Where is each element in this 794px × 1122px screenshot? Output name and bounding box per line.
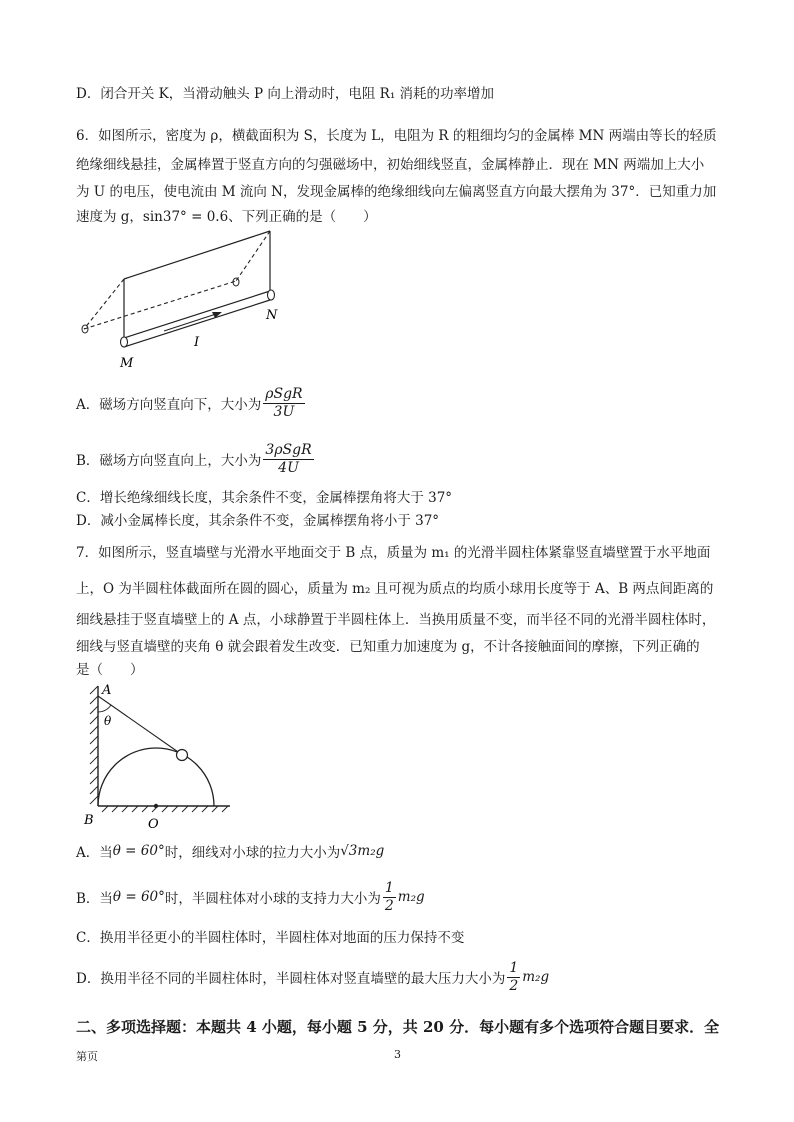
q6-option-a bbox=[76, 384, 307, 422]
q6-stem-line-3: 为 U 的电压，使电流由 M 流向 N，发现金属棒的绝缘细线向左偏离竖直方向最大摆角为 37°．已知重力加 bbox=[76, 184, 717, 200]
q6-option-a-numerator: ρSgR bbox=[265, 385, 303, 402]
q7-option-b-condition: θ = 60° bbox=[112, 889, 165, 905]
q7-label-theta: θ bbox=[104, 714, 112, 728]
q7-option-a-value: √3m₂g bbox=[340, 843, 385, 859]
q6-stem-line-4: 速度为 g，sin37° = 0.6、下列正确的是（ ） bbox=[76, 209, 377, 225]
q7-option-d-denominator: 2 bbox=[509, 977, 519, 994]
q7-option-b-middle: 时，半圆柱体对小球的支持力大小为 bbox=[164, 891, 381, 907]
q7-option-b bbox=[76, 878, 425, 916]
q6-option-b-text: B．磁场方向竖直向上，大小为 bbox=[76, 453, 262, 469]
q7-option-a bbox=[76, 840, 384, 862]
q6-option-a-fraction bbox=[263, 386, 304, 421]
q7-option-d-fraction bbox=[507, 960, 520, 995]
q7-option-b-tail: m₂g bbox=[397, 889, 425, 905]
footer-left: 第页 bbox=[76, 1050, 98, 1063]
q7-stem-line-3: 细线悬挂于竖直墙壁上的 A 点，小球静置于半圆柱体上．当换用质量不变，而半径不同的光滑半圆柱体时， bbox=[76, 612, 716, 628]
q7-option-d bbox=[76, 958, 549, 996]
q6-option-b-denominator: 4U bbox=[278, 459, 299, 476]
q7-label-a: A bbox=[102, 683, 112, 698]
q6-option-b-fraction bbox=[263, 442, 313, 477]
q6-stem-line-1: 6．如图所示，密度为 ρ，横截面积为 S，长度为 L，电阻为 R 的粗细均匀的金属棒 MN 两端由等长的轻质 bbox=[76, 128, 717, 144]
q5-option-d: D．闭合开关 K，当滑动触头 P 向上滑动时，电阻 R₁ 消耗的功率增加 bbox=[76, 86, 495, 102]
q7-option-d-prefix: D．换用半径不同的半圆柱体时，半圆柱体对竖直墙壁的最大压力大小为 bbox=[76, 971, 506, 987]
q6-figure bbox=[76, 225, 296, 373]
q6-label-i: I bbox=[194, 335, 200, 350]
q7-option-b-numerator: 1 bbox=[384, 879, 394, 896]
q7-option-b-prefix: B．当 bbox=[76, 891, 113, 907]
q7-option-b-fraction bbox=[383, 880, 396, 915]
q7-stem-line-2: 上，O 为半圆柱体截面所在圆的圆心，质量为 m₂ 且可视为质点的均质小球用长度等于 A、B 两点间距离的 bbox=[76, 581, 714, 597]
q7-option-d-tail: m₂g bbox=[522, 969, 550, 985]
q7-option-c: C．换用半径更小的半圆柱体时，半圆柱体对地面的压力保持不变 bbox=[76, 930, 465, 946]
q7-figure bbox=[80, 682, 240, 832]
q6-label-m: M bbox=[120, 356, 134, 371]
q7-stem-line-4: 细线与竖直墙壁的夹角 θ 就会跟着发生改变．已知重力加速度为 g，不计各接触面间的摩擦，下列正确的 bbox=[76, 639, 700, 655]
q6-option-b bbox=[76, 440, 316, 478]
q7-option-a-prefix: A．当 bbox=[76, 845, 113, 861]
q7-option-a-condition: θ = 60° bbox=[112, 843, 165, 859]
q6-option-d: D．减小金属棒长度，其余条件不变，金属棒摆角将小于 37° bbox=[76, 513, 440, 529]
q6-option-a-text: A．磁场方向竖直向下，大小为 bbox=[76, 397, 262, 413]
q7-stem-line-1: 7．如图所示，竖直墙壁与光滑水平地面交于 B 点，质量为 m₁ 的光滑半圆柱体紧靠竖直墙壁置于水平地面 bbox=[76, 545, 711, 561]
page-number: 3 bbox=[394, 1048, 401, 1061]
q7-stem-line-5: 是（ ） bbox=[76, 662, 144, 678]
q6-option-b-numerator: 3ρSgR bbox=[265, 441, 312, 458]
q7-option-a-middle: 时，细线对小球的拉力大小为 bbox=[164, 845, 341, 861]
q7-option-b-denominator: 2 bbox=[384, 897, 394, 914]
q6-option-c: C．增长绝缘细线长度，其余条件不变，金属棒摆角将大于 37° bbox=[76, 490, 453, 506]
q7-label-b: B bbox=[84, 813, 94, 828]
q6-stem-line-2: 绝缘细线悬挂，金属棒置于竖直方向的匀强磁场中，初始细线竖直，金属棒静止．现在 MN 两端加上大小 bbox=[76, 157, 705, 173]
q6-option-a-denominator: 3U bbox=[273, 403, 295, 420]
q6-label-n: N bbox=[266, 308, 278, 323]
q7-option-d-numerator: 1 bbox=[509, 959, 519, 976]
q7-label-o: O bbox=[148, 817, 159, 832]
section-2-heading: 二、多项选择题：本题共 4 小题，每小题 5 分，共 20 分．每小题有多个选项符合题目要求．全 bbox=[76, 1018, 720, 1036]
